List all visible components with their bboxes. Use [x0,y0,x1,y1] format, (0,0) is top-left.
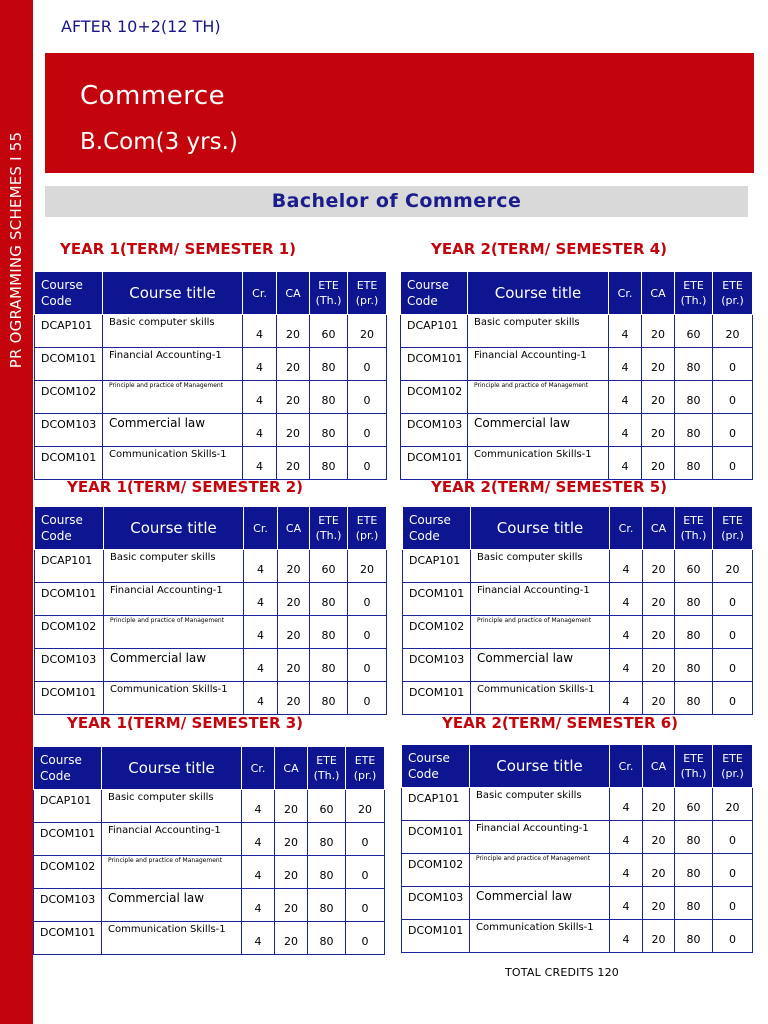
course-table [402,506,753,715]
cell-ete-pr: 0 [713,887,753,920]
cell-cr: 4 [244,682,278,715]
header-cr: Cr. [609,272,642,315]
cell-cr: 4 [244,550,278,583]
cell-title: Commercial law [470,887,610,920]
cell-code: DCOM101 [401,447,468,480]
cell-ete-th: 80 [675,447,713,480]
cell-cr: 4 [242,922,275,955]
cell-title: Communication Skills-1 [104,682,244,715]
cell-ca: 20 [278,682,310,715]
cell-ete-pr: 0 [713,348,753,381]
cell-title: Principle and practice of Management [104,616,244,649]
cell-cr: 4 [610,583,643,616]
cell-ete-pr: 0 [713,649,753,682]
semester-heading: YEAR 2(TERM/ SEMESTER 4) [431,240,668,258]
cell-ete-th: 60 [675,788,713,821]
cell-code: DCOM101 [403,682,471,715]
cell-code: DCOM101 [35,348,103,381]
cell-ete-th: 80 [675,616,713,649]
total-credits: TOTAL CREDITS 120 [505,966,619,979]
header-ete-th: ETE (Th.) [310,272,348,315]
cell-code: DCOM103 [403,649,471,682]
cell-title: Principle and practice of Management [468,381,609,414]
cell-ete-pr: 0 [348,583,387,616]
cell-ca: 20 [643,854,675,887]
course-table [34,271,387,480]
cell-title: Commercial law [471,649,610,682]
header-code: Course Code [401,272,468,315]
cell-ete-pr: 20 [713,315,753,348]
cell-ete-th: 80 [675,381,713,414]
cell-code: DCOM103 [34,889,102,922]
table-row [35,381,387,414]
cell-code: DCAP101 [403,550,471,583]
table-row [34,889,385,922]
program-banner [45,53,754,173]
course-table [34,506,387,715]
cell-ete-th: 80 [310,414,348,447]
cell-ete-th: 80 [675,649,713,682]
cell-cr: 4 [244,616,278,649]
table-row [35,550,387,583]
cell-title: Communication Skills-1 [103,447,243,480]
cell-ete-th: 60 [310,550,348,583]
cell-ete-th: 80 [310,616,348,649]
cell-ete-pr: 0 [346,856,385,889]
cell-code: DCOM103 [35,649,104,682]
table-row [403,649,753,682]
cell-ete-th: 60 [308,790,346,823]
course-table [33,746,385,955]
cell-ete-th: 80 [308,856,346,889]
header-ca: CA [278,507,310,550]
cell-cr: 4 [243,414,277,447]
cell-code: DCOM103 [35,414,103,447]
table-header-row [35,507,387,550]
cell-cr: 4 [610,821,643,854]
cell-code: DCAP101 [401,315,468,348]
cell-ete-pr: 0 [713,920,753,953]
cell-title: Principle and practice of Management [470,854,610,887]
course-table [400,271,753,480]
cell-ete-th: 80 [675,583,713,616]
cell-ete-pr: 0 [713,854,753,887]
cell-cr: 4 [609,414,642,447]
cell-code: DCOM101 [35,682,104,715]
cell-ete-pr: 0 [348,682,387,715]
cell-ete-th: 80 [310,649,348,682]
table-row [403,583,753,616]
cell-title: Basic computer skills [103,315,243,348]
cell-title: Principle and practice of Management [102,856,242,889]
cell-cr: 4 [610,788,643,821]
cell-ete-th: 60 [310,315,348,348]
table-row [401,381,753,414]
cell-ete-pr: 20 [348,315,387,348]
cell-ca: 20 [643,550,675,583]
table-row [35,649,387,682]
side-label-container [0,0,33,390]
cell-ete-th: 80 [675,887,713,920]
cell-ete-th: 80 [310,381,348,414]
table-row [403,682,753,715]
cell-ca: 20 [643,583,675,616]
header-ca: CA [277,272,310,315]
cell-ca: 20 [643,616,675,649]
cell-ca: 20 [278,616,310,649]
table-row [35,315,387,348]
cell-cr: 4 [242,823,275,856]
cell-ete-pr: 0 [348,414,387,447]
cell-ete-th: 80 [675,414,713,447]
cell-cr: 4 [610,550,643,583]
cell-ete-pr: 0 [713,414,753,447]
cell-ete-th: 60 [675,550,713,583]
cell-title: Communication Skills-1 [470,920,610,953]
table-row [401,348,753,381]
cell-title: Financial Accounting-1 [468,348,609,381]
semester-heading: YEAR 2(TERM/ SEMESTER 6) [442,714,679,732]
header-title: Course title [471,507,610,550]
cell-ca: 20 [643,682,675,715]
cell-ca: 20 [277,381,310,414]
cell-cr: 4 [242,856,275,889]
cell-ete-th: 80 [308,823,346,856]
cell-code: DCOM101 [35,583,104,616]
header-ca: CA [643,745,675,788]
cell-ete-th: 80 [310,682,348,715]
cell-cr: 4 [610,616,643,649]
cell-code: DCOM101 [403,583,471,616]
header-code: Course Code [34,747,102,790]
header-title: Course title [102,747,242,790]
cell-code: DCOM101 [402,821,470,854]
header-ca: CA [643,507,675,550]
cell-ca: 20 [277,315,310,348]
table-row [35,447,387,480]
header-ete-pr: ETE (pr.) [713,507,753,550]
semester-heading: YEAR 1(TERM/ SEMESTER 1) [60,240,297,258]
cell-title: Commercial law [104,649,244,682]
cell-ca: 20 [642,447,675,480]
cell-code: DCOM101 [402,920,470,953]
cell-ca: 20 [643,649,675,682]
cell-title: Principle and practice of Management [471,616,610,649]
cell-code: DCOM103 [402,887,470,920]
degree-band [45,186,748,217]
cell-ete-pr: 20 [348,550,387,583]
table-row [35,414,387,447]
cell-code: DCAP101 [34,790,102,823]
table-row [402,887,753,920]
header-ete-pr: ETE (pr.) [348,507,387,550]
header-ca: CA [275,747,308,790]
cell-code: DCOM102 [35,616,104,649]
header-code: Course Code [35,272,103,315]
cell-ete-th: 80 [675,920,713,953]
table-row [403,616,753,649]
semester-heading: YEAR 2(TERM/ SEMESTER 5) [431,478,668,496]
cell-ca: 20 [278,550,310,583]
cell-title: Basic computer skills [471,550,610,583]
cell-ete-pr: 0 [713,616,753,649]
cell-ca: 20 [643,887,675,920]
cell-ete-pr: 0 [346,823,385,856]
header-cr: Cr. [244,507,278,550]
cell-ete-pr: 0 [346,922,385,955]
cell-title: Financial Accounting-1 [103,348,243,381]
after-title: AFTER 10+2(12 TH) [61,17,221,36]
cell-cr: 4 [243,315,277,348]
cell-cr: 4 [243,447,277,480]
cell-ca: 20 [277,348,310,381]
cell-ete-pr: 20 [346,790,385,823]
header-ete-pr: ETE (pr.) [346,747,385,790]
header-ete-th: ETE (Th.) [675,745,713,788]
semester-heading: YEAR 1(TERM/ SEMESTER 2) [67,478,304,496]
cell-cr: 4 [609,447,642,480]
cell-cr: 4 [610,649,643,682]
cell-ca: 20 [642,381,675,414]
cell-ca: 20 [642,348,675,381]
cell-title: Communication Skills-1 [468,447,609,480]
cell-code: DCOM101 [34,823,102,856]
table-row [402,854,753,887]
cell-code: DCOM103 [401,414,468,447]
cell-title: Principle and practice of Management [103,381,243,414]
table-row [402,821,753,854]
cell-title: Basic computer skills [468,315,609,348]
cell-ete-th: 80 [675,348,713,381]
table-row [34,823,385,856]
cell-title: Communication Skills-1 [102,922,242,955]
cell-cr: 4 [244,649,278,682]
cell-title: Basic computer skills [470,788,610,821]
cell-code: DCOM101 [35,447,103,480]
cell-code: DCAP101 [35,550,104,583]
table-header-row [401,272,753,315]
table-row [401,447,753,480]
cell-cr: 4 [243,381,277,414]
cell-title: Financial Accounting-1 [471,583,610,616]
cell-ete-th: 80 [675,854,713,887]
cell-title: Commercial law [102,889,242,922]
cell-code: DCOM102 [35,381,103,414]
cell-cr: 4 [609,381,642,414]
header-code: Course Code [35,507,104,550]
header-cr: Cr. [610,745,643,788]
cell-cr: 4 [610,920,643,953]
header-cr: Cr. [242,747,275,790]
cell-ca: 20 [642,315,675,348]
cell-title: Communication Skills-1 [471,682,610,715]
cell-code: DCAP101 [35,315,103,348]
cell-title: Financial Accounting-1 [102,823,242,856]
cell-cr: 4 [242,889,275,922]
cell-ca: 20 [277,447,310,480]
header-ete-th: ETE (Th.) [308,747,346,790]
header-ca: CA [642,272,675,315]
header-title: Course title [103,272,243,315]
cell-ete-th: 80 [308,922,346,955]
cell-ca: 20 [275,823,308,856]
cell-ca: 20 [642,414,675,447]
table-header-row [403,507,753,550]
header-ete-th: ETE (Th.) [310,507,348,550]
cell-ete-pr: 0 [713,381,753,414]
cell-ca: 20 [275,922,308,955]
banner-subtitle: B.Com(3 yrs.) [80,129,238,155]
cell-code: DCOM102 [403,616,471,649]
cell-ca: 20 [643,788,675,821]
table-row [34,856,385,889]
cell-cr: 4 [610,887,643,920]
table-row [35,616,387,649]
cell-ete-pr: 0 [348,447,387,480]
header-ete-pr: ETE (pr.) [348,272,387,315]
cell-title: Basic computer skills [102,790,242,823]
cell-ete-th: 80 [310,447,348,480]
header-code: Course Code [402,745,470,788]
side-label: PR OGRAMMING SCHEMES I 55 [7,131,25,369]
table-row [34,922,385,955]
cell-cr: 4 [610,682,643,715]
cell-cr: 4 [610,854,643,887]
cell-ete-pr: 0 [713,821,753,854]
cell-cr: 4 [243,348,277,381]
cell-title: Basic computer skills [104,550,244,583]
cell-ca: 20 [277,414,310,447]
table-row [401,414,753,447]
table-row [35,682,387,715]
cell-ete-th: 80 [310,583,348,616]
header-title: Course title [104,507,244,550]
banner-title: Commerce [80,81,226,111]
table-row [35,583,387,616]
cell-ete-pr: 0 [348,348,387,381]
cell-cr: 4 [609,315,642,348]
header-title: Course title [470,745,610,788]
header-ete-pr: ETE (pr.) [713,745,753,788]
header-cr: Cr. [610,507,643,550]
table-header-row [402,745,753,788]
header-ete-pr: ETE (pr.) [713,272,753,315]
cell-cr: 4 [244,583,278,616]
cell-ca: 20 [275,790,308,823]
table-row [401,315,753,348]
cell-title: Financial Accounting-1 [104,583,244,616]
course-table [401,744,753,953]
degree-title: Bachelor of Commerce [271,190,522,212]
cell-ete-pr: 0 [346,889,385,922]
cell-ete-pr: 0 [348,616,387,649]
cell-ete-pr: 0 [713,682,753,715]
cell-ca: 20 [275,889,308,922]
cell-ete-th: 80 [675,682,713,715]
header-cr: Cr. [243,272,277,315]
cell-cr: 4 [242,790,275,823]
cell-cr: 4 [609,348,642,381]
cell-ete-pr: 0 [713,583,753,616]
table-header-row [34,747,385,790]
cell-code: DCOM101 [401,348,468,381]
table-row [403,550,753,583]
table-row [402,788,753,821]
cell-ca: 20 [278,649,310,682]
cell-ete-th: 80 [308,889,346,922]
cell-code: DCAP101 [402,788,470,821]
cell-title: Commercial law [468,414,609,447]
cell-code: DCOM102 [402,854,470,887]
cell-title: Financial Accounting-1 [470,821,610,854]
cell-ete-pr: 0 [348,649,387,682]
cell-code: DCOM102 [401,381,468,414]
header-ete-th: ETE (Th.) [675,272,713,315]
cell-ete-pr: 20 [713,788,753,821]
cell-ete-pr: 20 [713,550,753,583]
cell-ete-pr: 0 [348,381,387,414]
cell-ete-th: 80 [310,348,348,381]
cell-title: Commercial law [103,414,243,447]
cell-ca: 20 [275,856,308,889]
cell-ete-th: 60 [675,315,713,348]
table-header-row [35,272,387,315]
cell-ete-th: 80 [675,821,713,854]
table-row [34,790,385,823]
table-row [402,920,753,953]
cell-ca: 20 [278,583,310,616]
cell-code: DCOM102 [34,856,102,889]
header-ete-th: ETE (Th.) [675,507,713,550]
cell-ete-pr: 0 [713,447,753,480]
semester-heading: YEAR 1(TERM/ SEMESTER 3) [67,714,304,732]
header-code: Course Code [403,507,471,550]
header-title: Course title [468,272,609,315]
cell-ca: 20 [643,821,675,854]
cell-ca: 20 [643,920,675,953]
table-row [35,348,387,381]
cell-code: DCOM101 [34,922,102,955]
